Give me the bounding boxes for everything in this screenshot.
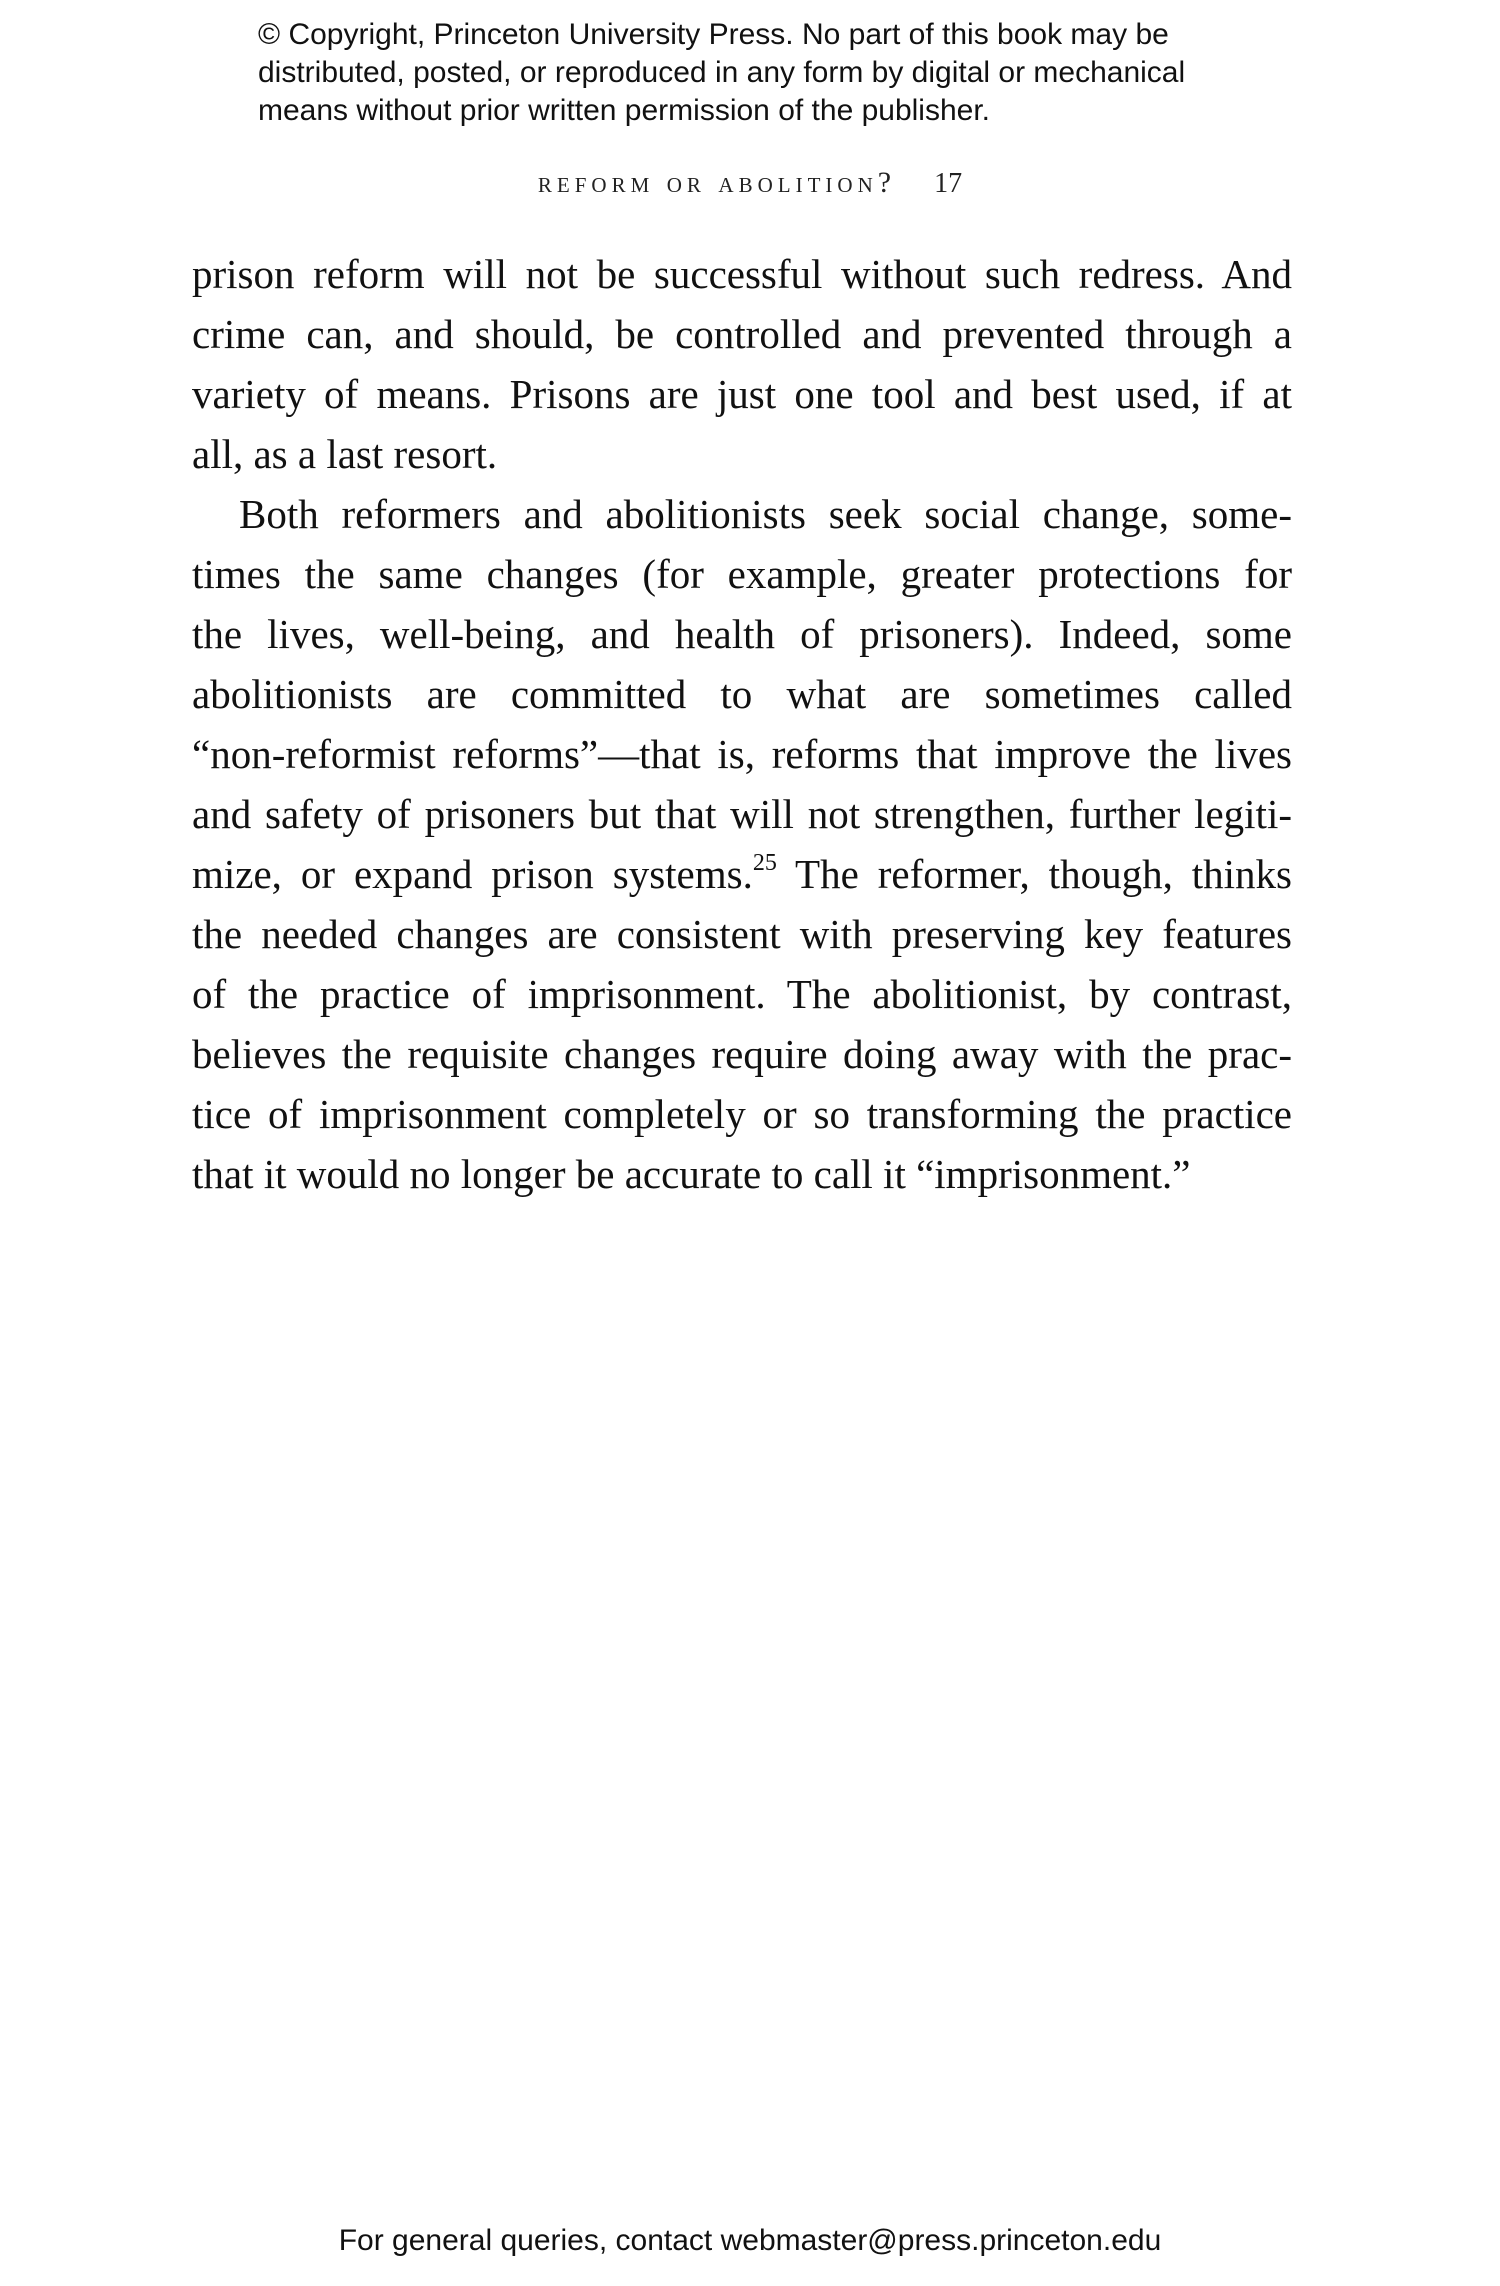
body-text: [192, 244, 1292, 1204]
text-line: abolitionists are committed to what are sometimes called: [192, 671, 1292, 717]
text-line-with-footnote: [192, 844, 1292, 904]
text-segment: mize, or expand prison systems.: [192, 851, 753, 897]
text-line: times the same changes (for example, greater protections for: [192, 551, 1292, 597]
page-number: 17: [934, 168, 963, 199]
text-line: the needed changes are consistent with preserving key features: [192, 911, 1292, 957]
copyright-line: means without prior written permission of the publisher.: [258, 94, 991, 127]
footer-contact: For general queries, contact webmaster@press.princeton.edu: [338, 2224, 1162, 2257]
running-head-title: reform or abolition?: [537, 166, 897, 199]
text-line: “non-reformist reforms”—that is, reforms that improve the lives: [192, 731, 1292, 777]
copyright-line: distributed, posted, or reproduced in any form by digital or mechanical: [258, 56, 1186, 89]
text-line: all, as a last resort.: [192, 431, 498, 477]
running-head: [0, 166, 1500, 200]
text-line: the lives, well-being, and health of prisoners). Indeed, some: [192, 611, 1292, 657]
footnote-reference[interactable]: 25: [752, 850, 777, 876]
copyright-notice: [258, 16, 1258, 130]
text-line: and safety of prisoners but that will not strengthen, further legiti-: [192, 791, 1292, 837]
text-line: believes the requisite changes require doing away with the prac-: [192, 1031, 1292, 1077]
text-line: that it would no longer be accurate to call it “imprisonment.”: [192, 1151, 1191, 1197]
text-line: prison reform will not be successful without such redress. And: [192, 251, 1292, 297]
text-line: crime can, and should, be controlled and prevented through a: [192, 311, 1292, 357]
paragraph-2: [192, 484, 1292, 1204]
text-line: tice of imprisonment completely or so transforming the practice: [192, 1091, 1292, 1137]
paragraph-1: [192, 244, 1292, 484]
text-line: of the practice of imprisonment. The abolitionist, by contrast,: [192, 971, 1292, 1017]
text-line: variety of means. Prisons are just one tool and best used, if at: [192, 371, 1292, 417]
text-line: Both reformers and abolitionists seek social change, some-: [239, 491, 1292, 537]
copyright-line: © Copyright, Princeton University Press. No part of this book may be: [258, 18, 1169, 51]
text-segment: The reformer, though, thinks: [776, 851, 1292, 897]
